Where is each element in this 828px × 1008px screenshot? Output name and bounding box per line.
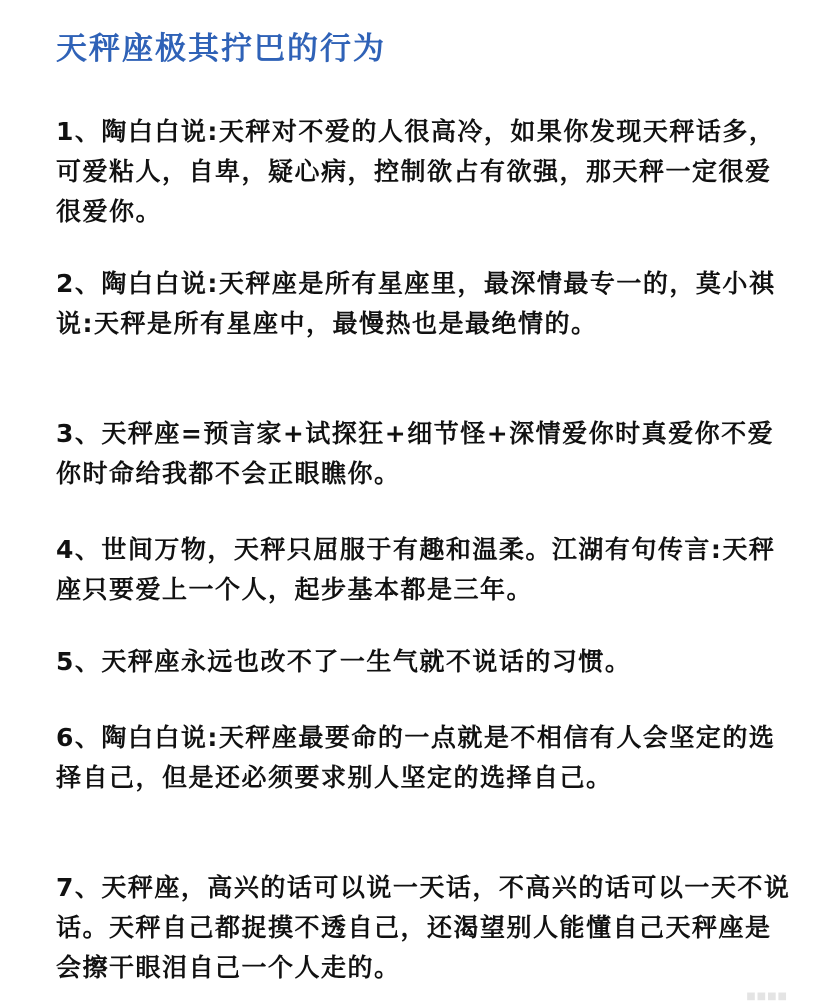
list-item-2: 2、陶白白说:天秤座是所有星座里，最深情最专一的，莫小祺说:天秤是所有星座中，最慢热也是最绝情的。 (56, 269, 776, 338)
list-item-3: 3、天秤座=预言家+试探狂+细节怪+深情爱你时真爱你不爱你时命给我都不会正眼瞧你。 (56, 419, 775, 488)
page-title: 天秤座极其拧巴的行为 (56, 31, 386, 67)
list-item-7: 7、天秤座，高兴的话可以说一天话，不高兴的话可以一天不说话。天秤自己都捉摸不透自己，还渴望别人能懂自己天秤座是会擦干眼泪自己一个人走的。 (56, 873, 791, 982)
watermark-mark: ■■■■ (746, 991, 788, 1002)
list-item-1: 1、陶白白说:天秤对不爱的人很高冷，如果你发现天秤话多，可爱粘人，自卑，疑心病，控制欲占有欲强，那天秤一定很爱很爱你。 (56, 117, 776, 226)
list-item-6: 6、陶白白说:天秤座最要命的一点就是不相信有人会坚定的选择自己，但是还必须要求别人坚定的选择自己。 (56, 723, 776, 792)
list-item-5: 5、天秤座永远也改不了一生气就不说话的习惯。 (56, 647, 632, 676)
list-item-4: 4、世间万物，天秤只屈服于有趣和温柔。江湖有句传言:天秤座只要爱上一个人，起步基本都是三年。 (56, 535, 776, 604)
